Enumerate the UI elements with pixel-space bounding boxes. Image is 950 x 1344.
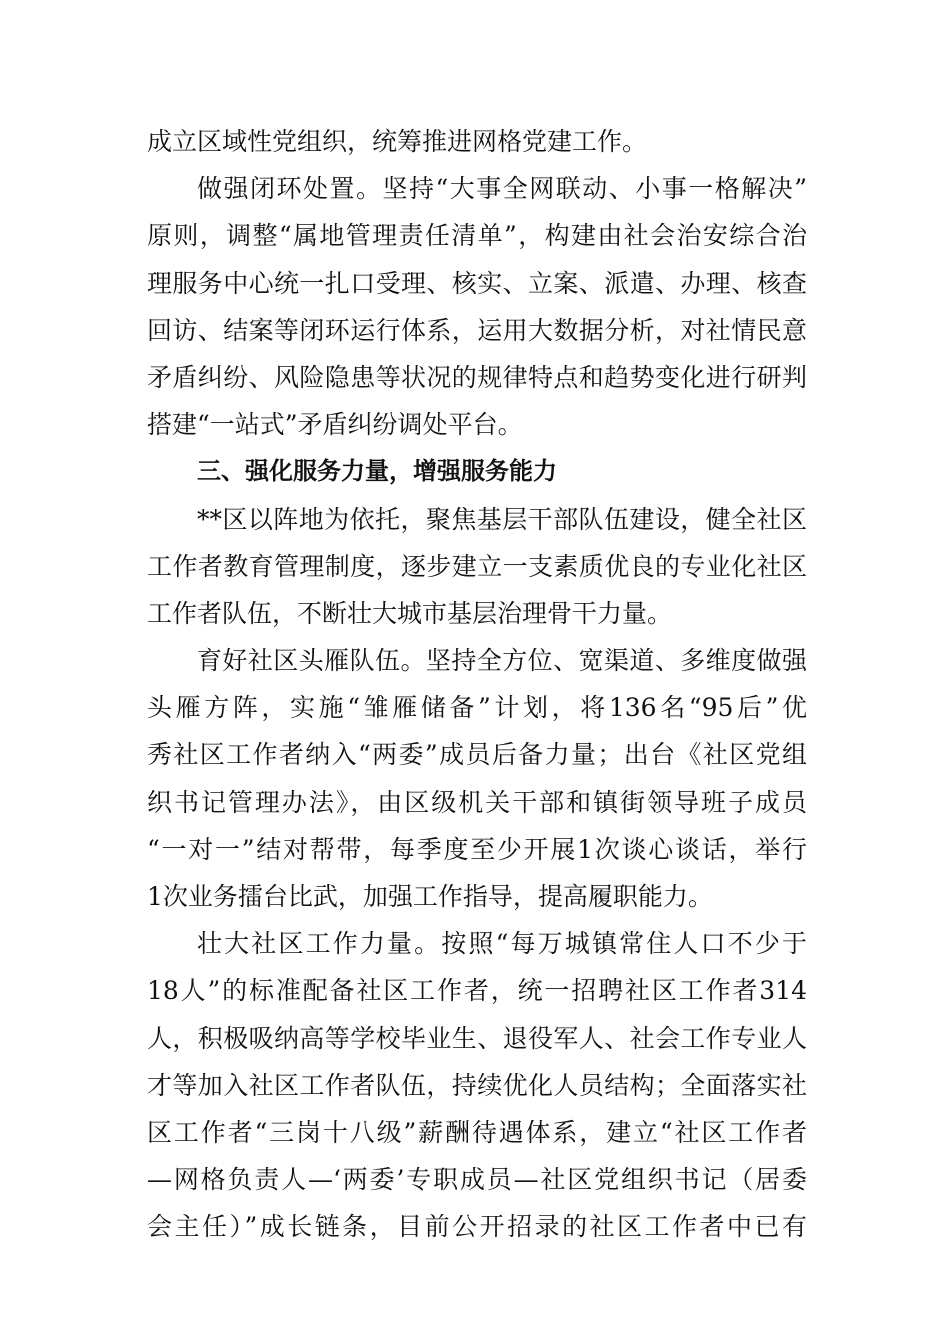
paragraph-line: 工作者队伍，不断壮大城市基层治理骨干力量。 [147,598,673,628]
paragraph-line: 人，积极吸纳高等学校毕业生、退役军人、社会工作专业人 [147,1023,807,1053]
paragraph-line: 理服务中心统一扎口受理、核实、立案、派遣、办理、核查 [147,268,807,298]
paragraph-line: 回访、结案等闭环运行体系，运用大数据分析，对社情民意 [147,315,807,345]
paragraph-line: —网格负责人—‘两委’专职成员—社区党组织书记（居委 [147,1165,807,1195]
paragraph-line: 区工作者“三岗十八级”薪酬待遇体系，建立“社区工作者 [147,1117,807,1147]
paragraph-line: 做强闭环处置。坚持“大事全网联动、小事一格解决” [197,174,807,204]
paragraph-line: 才等加入社区工作者队伍，持续优化人员结构；全面落实社 [147,1070,807,1100]
paragraph-line: 育好社区头雁队伍。坚持全方位、宽渠道、多维度做强 [197,646,807,676]
paragraph-line: **区以阵地为依托，聚焦基层干部队伍建设，健全社区 [197,504,807,534]
paragraph-line: 秀社区工作者纳入“两委”成员后备力量；出台《社区党组 [147,740,807,770]
paragraph-line: 壮大社区工作力量。按照“每万城镇常住人口不少于 [197,929,807,959]
paragraph-line: 矛盾纠纷、风险隐患等状况的规律特点和趋势变化进行研判 [147,362,807,392]
paragraph-line: “一对一”结对帮带，每季度至少开展1次谈心谈话，举行 [147,834,807,864]
paragraph-line: 搭建“一站式”矛盾纠纷调处平台。 [147,410,523,440]
document-body [147,118,807,1251]
paragraph-line: 原则，调整“属地管理责任清单”，构建由社会治安综合治 [147,221,807,251]
paragraph-line: 会主任）”成长链条，目前公开招录的社区工作者中已有 [147,1212,807,1242]
paragraph-line: 头雁方阵，实施“雏雁储备”计划，将136名“95后”优 [147,693,807,723]
paragraph-line: 工作者教育管理制度，逐步建立一支素质优良的专业化社区 [147,551,807,581]
paragraph-line: 织书记管理办法》，由区级机关干部和镇街领导班子成员 [147,787,807,817]
section-heading: 三、强化服务力量，增强服务能力 [197,457,557,486]
paragraph-line: 1次业务擂台比武，加强工作指导，提高履职能力。 [147,882,713,911]
paragraph-line: 成立区域性党组织，统筹推进网格党建工作。 [147,127,648,156]
paragraph-line: 18人”的标准配备社区工作者，统一招聘社区工作者314 [147,976,807,1006]
